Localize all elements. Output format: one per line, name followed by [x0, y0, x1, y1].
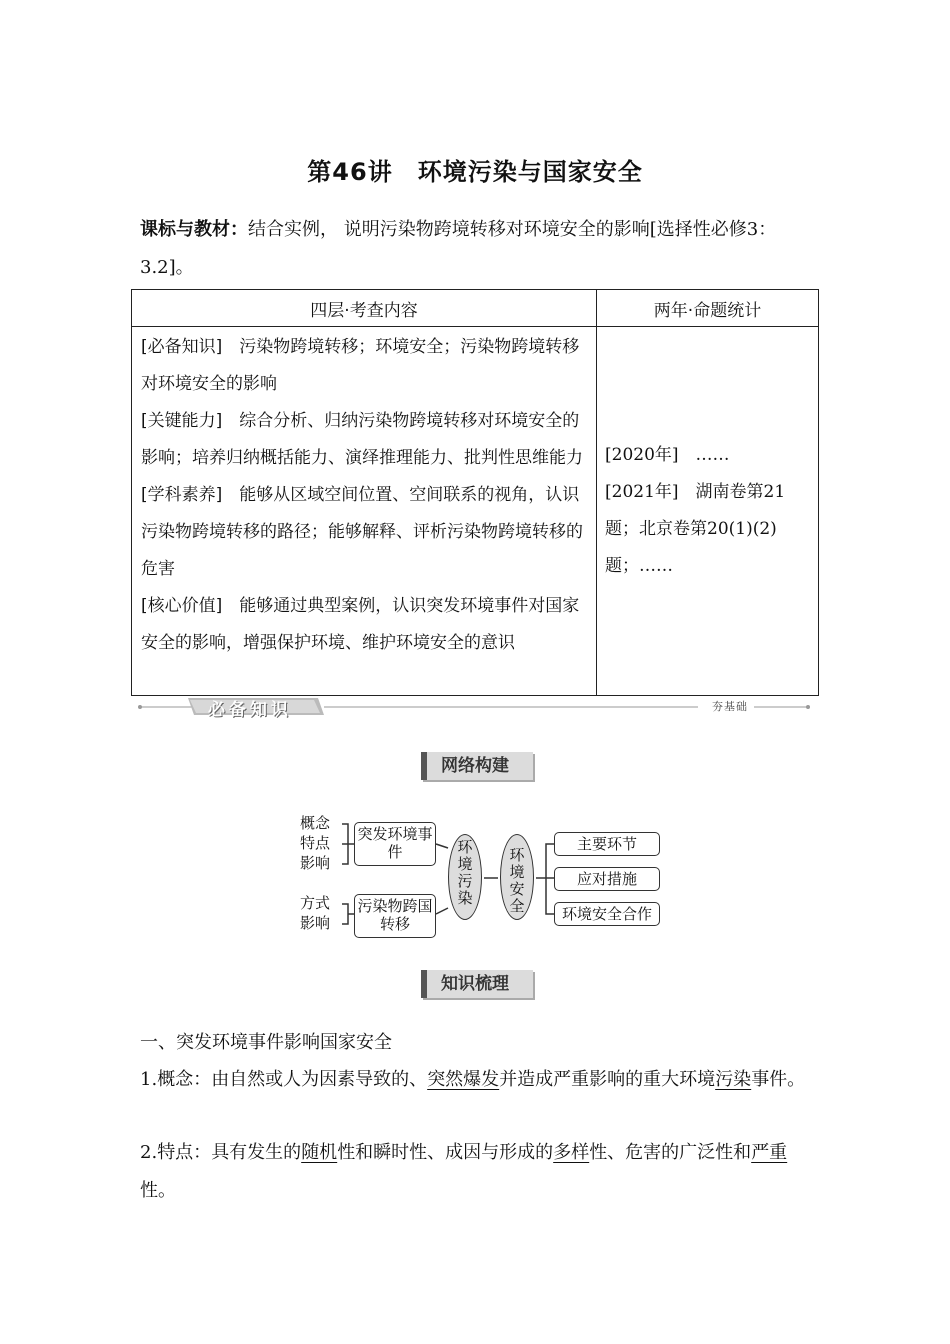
- content-text: 综合分析、归纳污染物跨境转移对环境安全的影响；培养归纳概括能力、演绎推理能力、批判性思维能力: [141, 411, 583, 468]
- diagram-box-main-links: 主要环节: [554, 832, 660, 856]
- diagram-oval-text: 环境安全: [509, 846, 525, 915]
- features-keyword: 严重: [751, 1142, 788, 1163]
- stats-item: [605, 474, 810, 585]
- network-label: 网络构建: [421, 752, 533, 780]
- content-tag: [必备知识]: [141, 337, 223, 357]
- content-text: 能够通过典型案例，认识突发环境事件对国家安全的影响，增强保护环境、维护环境安全的意识: [141, 596, 580, 653]
- features-text: 性和瞬时性、成因与形成的: [337, 1142, 554, 1163]
- sorting-label: 知识梳理: [421, 970, 533, 998]
- stats-text: ……: [695, 445, 730, 465]
- features-text: 性、危害的广泛性和: [589, 1142, 752, 1163]
- page-title: 第46讲 环境污染与国家安全: [307, 158, 643, 186]
- content-text: 污染物跨境转移；环境安全；污染物跨境转移对环境安全的影响: [141, 337, 580, 394]
- features-text: 具有发生的: [211, 1142, 302, 1163]
- stats-year: [2020年]: [605, 445, 679, 465]
- section-banner: [138, 697, 812, 721]
- diagram-box-transfer: [354, 894, 436, 938]
- table-header-content: 四层·考查内容: [132, 290, 597, 327]
- stats-text: 湖南卷第21题；北京卷第20(1)(2)题；……: [605, 482, 786, 576]
- content-tag: [核心价值]: [141, 596, 223, 616]
- features-label: 特点：: [157, 1142, 212, 1163]
- content-tag: [学科素养]: [141, 485, 223, 505]
- table-header-stats: 两年·命题统计: [597, 290, 819, 327]
- content-text: 能够从区域空间位置、空间联系的视角，认识污染物跨境转移的路径；能够解释、评析污染物跨境转移的危害: [141, 485, 583, 579]
- curriculum-label: 课标与教材：: [140, 219, 248, 240]
- section-heading: [140, 1024, 812, 1062]
- features-paragraph: [140, 1134, 812, 1210]
- diagram-left-label: 特点: [300, 834, 331, 852]
- diagram-box-text: 污染物跨国转移: [357, 897, 433, 933]
- banner-subtitle: 夯基础: [712, 700, 748, 713]
- content-item: [141, 588, 586, 662]
- concept-label: 概念：: [157, 1069, 212, 1090]
- content-item: [141, 329, 586, 403]
- diagram-left-label: 概念: [300, 814, 331, 832]
- banner-title: 必备知识: [208, 700, 292, 720]
- curriculum-standard: [140, 211, 812, 287]
- concept-text: 由自然或人为因素导致的、: [211, 1069, 428, 1090]
- curriculum-text: 结合实例， 说明污染物跨境转移对环境安全的影响[选择性必修3：3.2]。: [140, 219, 777, 278]
- stats-cell: [597, 327, 819, 696]
- concept-keyword: 突然爆发: [427, 1069, 500, 1090]
- stats-year: [2021年]: [605, 482, 679, 502]
- content-tag: [关键能力]: [141, 411, 223, 431]
- diagram-box-cooperation: 环境安全合作: [554, 902, 660, 926]
- features-keyword: 随机: [301, 1142, 338, 1163]
- content-cell: [132, 327, 597, 696]
- features-text: 性。: [140, 1180, 176, 1201]
- concept-keyword: 污染: [715, 1069, 752, 1090]
- exam-info-table: [131, 289, 819, 696]
- concept-text: 事件。: [751, 1069, 806, 1090]
- content-item: [141, 477, 586, 588]
- diagram-oval-text: 环境污染: [457, 838, 473, 907]
- diagram-left-label: 影响: [300, 854, 331, 872]
- concept-text: 并造成严重影响的重大环境: [499, 1069, 716, 1090]
- knowledge-diagram: [290, 808, 670, 948]
- diagram-box-event: [354, 822, 436, 866]
- diagram-oval-pollution: [448, 834, 482, 920]
- features-num: 2.: [140, 1142, 158, 1163]
- diagram-box-text: 突发环境事件: [357, 825, 433, 861]
- section-heading-text: 一、突发环境事件影响国家安全: [140, 1032, 392, 1053]
- concept-paragraph: [140, 1061, 812, 1099]
- diagram-left-label: 方式: [300, 894, 331, 912]
- features-keyword: 多样: [553, 1142, 590, 1163]
- diagram-box-measures: 应对措施: [554, 867, 660, 891]
- content-item: [141, 403, 586, 477]
- concept-num: 1.: [140, 1069, 158, 1090]
- diagram-left-label: 影响: [300, 914, 331, 932]
- diagram-oval-security: [500, 834, 534, 920]
- stats-item: [605, 437, 810, 474]
